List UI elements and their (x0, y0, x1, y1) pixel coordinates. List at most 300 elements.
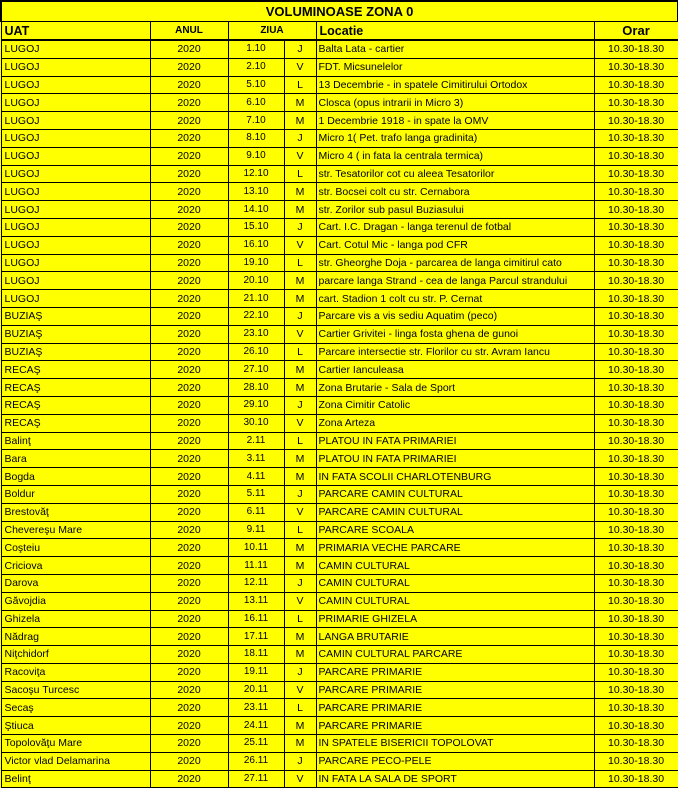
cell-zi: M (284, 379, 316, 397)
table-row (1, 699, 678, 717)
cell-uat: LUGOJ (1, 165, 150, 183)
cell-anul: 2020 (150, 592, 228, 610)
cell-anul: 2020 (150, 557, 228, 575)
table-row (1, 770, 678, 788)
cell-orar: 10.30-18.30 (594, 307, 678, 325)
cell-data: 19.11 (228, 663, 284, 681)
cell-orar: 10.30-18.30 (594, 450, 678, 468)
cell-locatie: CAMIN CULTURAL PARCARE (316, 646, 594, 664)
title-row (1, 1, 678, 22)
cell-zi: J (284, 574, 316, 592)
cell-uat: LUGOJ (1, 40, 150, 58)
table-row (1, 681, 678, 699)
cell-uat: LUGOJ (1, 254, 150, 272)
header-orar: Orar (594, 22, 678, 41)
cell-data: 2.10 (228, 58, 284, 76)
cell-locatie: str. Zorilor sub pasul Buziasului (316, 201, 594, 219)
cell-data: 5.10 (228, 76, 284, 94)
cell-orar: 10.30-18.30 (594, 147, 678, 165)
cell-zi: J (284, 129, 316, 147)
cell-orar: 10.30-18.30 (594, 503, 678, 521)
cell-anul: 2020 (150, 414, 228, 432)
cell-orar: 10.30-18.30 (594, 290, 678, 308)
cell-data: 2.11 (228, 432, 284, 450)
cell-uat: Sacoşu Turcesc (1, 681, 150, 699)
cell-anul: 2020 (150, 58, 228, 76)
cell-orar: 10.30-18.30 (594, 646, 678, 664)
cell-zi: L (284, 165, 316, 183)
cell-anul: 2020 (150, 94, 228, 112)
cell-data: 9.11 (228, 521, 284, 539)
header-anul: ANUL (150, 22, 228, 41)
cell-zi: M (284, 94, 316, 112)
cell-locatie: Micro 1( Pet. trafo langa gradinita) (316, 129, 594, 147)
table-row (1, 361, 678, 379)
cell-locatie: PRIMARIA VECHE PARCARE (316, 539, 594, 557)
sheet-title: VOLUMINOASE ZONA 0 (1, 1, 678, 22)
cell-uat: Secaş (1, 699, 150, 717)
cell-locatie: IN SPATELE BISERICII TOPOLOVAT (316, 735, 594, 753)
cell-anul: 2020 (150, 218, 228, 236)
cell-zi: J (284, 40, 316, 58)
cell-uat: LUGOJ (1, 94, 150, 112)
cell-uat: Chevereşu Mare (1, 521, 150, 539)
cell-uat: LUGOJ (1, 129, 150, 147)
table-row (1, 539, 678, 557)
cell-zi: J (284, 485, 316, 503)
cell-anul: 2020 (150, 770, 228, 788)
cell-zi: V (284, 236, 316, 254)
cell-anul: 2020 (150, 432, 228, 450)
cell-zi: J (284, 218, 316, 236)
table-row (1, 468, 678, 486)
cell-anul: 2020 (150, 254, 228, 272)
cell-locatie: PLATOU IN FATA PRIMARIEI (316, 450, 594, 468)
table-row (1, 236, 678, 254)
cell-zi: V (284, 503, 316, 521)
cell-data: 30.10 (228, 414, 284, 432)
cell-zi: M (284, 112, 316, 130)
cell-orar: 10.30-18.30 (594, 628, 678, 646)
cell-locatie: PLATOU IN FATA PRIMARIEI (316, 432, 594, 450)
cell-data: 26.11 (228, 752, 284, 770)
cell-orar: 10.30-18.30 (594, 201, 678, 219)
header-ziua: ZIUA (228, 22, 316, 41)
table-row (1, 646, 678, 664)
cell-data: 26.10 (228, 343, 284, 361)
cell-data: 13.11 (228, 592, 284, 610)
cell-orar: 10.30-18.30 (594, 183, 678, 201)
cell-orar: 10.30-18.30 (594, 432, 678, 450)
cell-locatie: Parcare vis a vis sediu Aquatim (peco) (316, 307, 594, 325)
cell-locatie: Zona Arteza (316, 414, 594, 432)
cell-data: 13.10 (228, 183, 284, 201)
cell-uat: Bara (1, 450, 150, 468)
cell-zi: V (284, 147, 316, 165)
cell-anul: 2020 (150, 663, 228, 681)
cell-uat: LUGOJ (1, 76, 150, 94)
cell-zi: M (284, 735, 316, 753)
cell-orar: 10.30-18.30 (594, 770, 678, 788)
cell-anul: 2020 (150, 717, 228, 735)
cell-anul: 2020 (150, 468, 228, 486)
cell-orar: 10.30-18.30 (594, 752, 678, 770)
cell-anul: 2020 (150, 112, 228, 130)
cell-locatie: 1 Decembrie 1918 - in spate la OMV (316, 112, 594, 130)
cell-locatie: PARCARE PRIMARIE (316, 699, 594, 717)
cell-uat: BUZIAŞ (1, 307, 150, 325)
cell-data: 19.10 (228, 254, 284, 272)
cell-uat: RECAŞ (1, 361, 150, 379)
cell-locatie: Zona Cimitir Catolic (316, 396, 594, 414)
cell-locatie: PARCARE PRIMARIE (316, 663, 594, 681)
cell-locatie: FDT. Micsunelelor (316, 58, 594, 76)
table-row (1, 76, 678, 94)
cell-anul: 2020 (150, 574, 228, 592)
table-row (1, 557, 678, 575)
table-row (1, 396, 678, 414)
cell-uat: RECAŞ (1, 414, 150, 432)
cell-anul: 2020 (150, 236, 228, 254)
cell-orar: 10.30-18.30 (594, 717, 678, 735)
cell-zi: V (284, 592, 316, 610)
cell-zi: M (284, 201, 316, 219)
cell-zi: M (284, 539, 316, 557)
cell-locatie: Micro 4 ( in fata la centrala termica) (316, 147, 594, 165)
cell-zi: M (284, 272, 316, 290)
cell-zi: J (284, 663, 316, 681)
cell-anul: 2020 (150, 147, 228, 165)
cell-uat: Coşteiu (1, 539, 150, 557)
table-row (1, 165, 678, 183)
cell-uat: Boldur (1, 485, 150, 503)
cell-anul: 2020 (150, 539, 228, 557)
cell-uat: Criciova (1, 557, 150, 575)
cell-anul: 2020 (150, 40, 228, 58)
cell-data: 24.11 (228, 717, 284, 735)
cell-data: 6.10 (228, 94, 284, 112)
cell-locatie: Cart. Cotul Mic - langa pod CFR (316, 236, 594, 254)
table-row (1, 325, 678, 343)
cell-data: 1.10 (228, 40, 284, 58)
cell-data: 27.11 (228, 770, 284, 788)
cell-orar: 10.30-18.30 (594, 379, 678, 397)
cell-orar: 10.30-18.30 (594, 343, 678, 361)
table-row (1, 218, 678, 236)
cell-anul: 2020 (150, 503, 228, 521)
cell-anul: 2020 (150, 343, 228, 361)
cell-orar: 10.30-18.30 (594, 236, 678, 254)
cell-locatie: CAMIN CULTURAL (316, 574, 594, 592)
table-row (1, 129, 678, 147)
cell-locatie: Parcare intersectie str. Florilor cu str. Avram Iancu (316, 343, 594, 361)
cell-data: 18.11 (228, 646, 284, 664)
cell-anul: 2020 (150, 752, 228, 770)
cell-orar: 10.30-18.30 (594, 592, 678, 610)
cell-uat: Balinţ (1, 432, 150, 450)
cell-zi: J (284, 396, 316, 414)
table-row (1, 201, 678, 219)
cell-uat: LUGOJ (1, 272, 150, 290)
cell-orar: 10.30-18.30 (594, 325, 678, 343)
cell-orar: 10.30-18.30 (594, 112, 678, 130)
cell-anul: 2020 (150, 450, 228, 468)
cell-data: 3.11 (228, 450, 284, 468)
cell-locatie: PRIMARIE GHIZELA (316, 610, 594, 628)
cell-zi: J (284, 752, 316, 770)
table-row (1, 717, 678, 735)
table-row (1, 94, 678, 112)
cell-data: 28.10 (228, 379, 284, 397)
cell-data: 14.10 (228, 201, 284, 219)
cell-zi: L (284, 610, 316, 628)
table-row (1, 432, 678, 450)
cell-locatie: CAMIN CULTURAL (316, 557, 594, 575)
cell-uat: Brestovăţ (1, 503, 150, 521)
cell-zi: L (284, 699, 316, 717)
cell-uat: LUGOJ (1, 183, 150, 201)
cell-zi: L (284, 76, 316, 94)
cell-orar: 10.30-18.30 (594, 218, 678, 236)
cell-uat: BUZIAŞ (1, 343, 150, 361)
cell-uat: LUGOJ (1, 112, 150, 130)
cell-locatie: CAMIN CULTURAL (316, 592, 594, 610)
cell-anul: 2020 (150, 681, 228, 699)
cell-orar: 10.30-18.30 (594, 521, 678, 539)
cell-data: 20.10 (228, 272, 284, 290)
cell-locatie: IN FATA SCOLII CHARLOTENBURG (316, 468, 594, 486)
cell-uat: Victor vlad Delamarina (1, 752, 150, 770)
cell-orar: 10.30-18.30 (594, 557, 678, 575)
cell-data: 9.10 (228, 147, 284, 165)
table-row (1, 663, 678, 681)
cell-orar: 10.30-18.30 (594, 610, 678, 628)
cell-data: 10.11 (228, 539, 284, 557)
table-row (1, 628, 678, 646)
cell-uat: LUGOJ (1, 147, 150, 165)
cell-uat: Bogda (1, 468, 150, 486)
table-row (1, 112, 678, 130)
cell-zi: L (284, 254, 316, 272)
cell-anul: 2020 (150, 699, 228, 717)
cell-orar: 10.30-18.30 (594, 396, 678, 414)
cell-uat: RECAŞ (1, 396, 150, 414)
cell-anul: 2020 (150, 290, 228, 308)
cell-locatie: 13 Decembrie - in spatele Cimitirului Ortodox (316, 76, 594, 94)
cell-locatie: PARCARE SCOALA (316, 521, 594, 539)
table-row (1, 610, 678, 628)
cell-data: 23.11 (228, 699, 284, 717)
cell-locatie: parcare langa Strand - cea de langa Parcul strandului (316, 272, 594, 290)
cell-data: 6.11 (228, 503, 284, 521)
table-row (1, 343, 678, 361)
cell-data: 8.10 (228, 129, 284, 147)
table-row (1, 450, 678, 468)
cell-uat: Niţchidorf (1, 646, 150, 664)
table-row (1, 574, 678, 592)
table-row (1, 147, 678, 165)
cell-zi: V (284, 770, 316, 788)
cell-zi: M (284, 468, 316, 486)
cell-data: 27.10 (228, 361, 284, 379)
cell-data: 11.11 (228, 557, 284, 575)
cell-data: 12.10 (228, 165, 284, 183)
cell-data: 4.11 (228, 468, 284, 486)
table-row (1, 379, 678, 397)
cell-zi: M (284, 628, 316, 646)
cell-anul: 2020 (150, 183, 228, 201)
cell-data: 5.11 (228, 485, 284, 503)
cell-orar: 10.30-18.30 (594, 94, 678, 112)
header-locatie: Locatie (316, 22, 594, 41)
cell-locatie: Balta Lata - cartier (316, 40, 594, 58)
table-row (1, 735, 678, 753)
cell-zi: M (284, 646, 316, 664)
cell-orar: 10.30-18.30 (594, 129, 678, 147)
cell-zi: M (284, 717, 316, 735)
cell-anul: 2020 (150, 201, 228, 219)
cell-anul: 2020 (150, 379, 228, 397)
cell-locatie: PARCARE CAMIN CULTURAL (316, 485, 594, 503)
cell-zi: V (284, 414, 316, 432)
cell-anul: 2020 (150, 610, 228, 628)
cell-zi: M (284, 290, 316, 308)
cell-zi: V (284, 58, 316, 76)
cell-orar: 10.30-18.30 (594, 574, 678, 592)
cell-data: 29.10 (228, 396, 284, 414)
cell-zi: M (284, 557, 316, 575)
cell-data: 12.11 (228, 574, 284, 592)
cell-uat: LUGOJ (1, 58, 150, 76)
cell-locatie: cart. Stadion 1 colt cu str. P. Cernat (316, 290, 594, 308)
cell-uat: BUZIAŞ (1, 325, 150, 343)
cell-locatie: PARCARE CAMIN CULTURAL (316, 503, 594, 521)
cell-orar: 10.30-18.30 (594, 40, 678, 58)
cell-uat: Topolovăţu Mare (1, 735, 150, 753)
cell-anul: 2020 (150, 307, 228, 325)
header-row (1, 22, 678, 41)
cell-anul: 2020 (150, 129, 228, 147)
cell-orar: 10.30-18.30 (594, 681, 678, 699)
cell-orar: 10.30-18.30 (594, 699, 678, 717)
table-row (1, 592, 678, 610)
cell-locatie: str. Tesatorilor cot cu aleea Tesatorilor (316, 165, 594, 183)
cell-locatie: str. Gheorghe Doja - parcarea de langa cimitirul cato (316, 254, 594, 272)
cell-zi: L (284, 432, 316, 450)
table-row (1, 752, 678, 770)
cell-locatie: Closca (opus intrarii in Micro 3) (316, 94, 594, 112)
cell-data: 22.10 (228, 307, 284, 325)
table-row (1, 503, 678, 521)
table-row (1, 272, 678, 290)
cell-uat: Ştiuca (1, 717, 150, 735)
table-row (1, 521, 678, 539)
cell-data: 21.10 (228, 290, 284, 308)
cell-anul: 2020 (150, 396, 228, 414)
cell-orar: 10.30-18.30 (594, 361, 678, 379)
cell-zi: M (284, 450, 316, 468)
cell-locatie: PARCARE PRIMARIE (316, 681, 594, 699)
cell-orar: 10.30-18.30 (594, 272, 678, 290)
cell-locatie: str. Bocsei colt cu str. Cernabora (316, 183, 594, 201)
cell-uat: Nădrag (1, 628, 150, 646)
cell-anul: 2020 (150, 521, 228, 539)
cell-data: 17.11 (228, 628, 284, 646)
cell-locatie: Cartier Ianculeasa (316, 361, 594, 379)
cell-locatie: LANGA BRUTARIE (316, 628, 594, 646)
cell-orar: 10.30-18.30 (594, 468, 678, 486)
table-row (1, 254, 678, 272)
cell-locatie: PARCARE PECO-PELE (316, 752, 594, 770)
cell-zi: J (284, 307, 316, 325)
table-row (1, 485, 678, 503)
cell-orar: 10.30-18.30 (594, 58, 678, 76)
cell-zi: M (284, 183, 316, 201)
cell-data: 16.11 (228, 610, 284, 628)
cell-zi: V (284, 325, 316, 343)
cell-uat: Racoviţa (1, 663, 150, 681)
cell-locatie: IN FATA LA SALA DE SPORT (316, 770, 594, 788)
cell-anul: 2020 (150, 165, 228, 183)
cell-uat: Belinţ (1, 770, 150, 788)
cell-anul: 2020 (150, 628, 228, 646)
cell-uat: LUGOJ (1, 218, 150, 236)
cell-data: 7.10 (228, 112, 284, 130)
cell-zi: M (284, 361, 316, 379)
cell-anul: 2020 (150, 325, 228, 343)
cell-orar: 10.30-18.30 (594, 414, 678, 432)
cell-uat: LUGOJ (1, 201, 150, 219)
cell-orar: 10.30-18.30 (594, 254, 678, 272)
header-uat: UAT (1, 22, 150, 41)
cell-uat: LUGOJ (1, 290, 150, 308)
cell-anul: 2020 (150, 76, 228, 94)
cell-uat: LUGOJ (1, 236, 150, 254)
cell-orar: 10.30-18.30 (594, 539, 678, 557)
cell-zi: V (284, 681, 316, 699)
cell-zi: L (284, 343, 316, 361)
cell-locatie: Zona Brutarie - Sala de Sport (316, 379, 594, 397)
cell-zi: L (284, 521, 316, 539)
cell-data: 15.10 (228, 218, 284, 236)
table-row (1, 58, 678, 76)
cell-orar: 10.30-18.30 (594, 663, 678, 681)
cell-anul: 2020 (150, 361, 228, 379)
table-row (1, 290, 678, 308)
table-row (1, 183, 678, 201)
table-row (1, 414, 678, 432)
cell-uat: Găvojdia (1, 592, 150, 610)
cell-locatie: Cartier Grivitei - linga fosta ghena de gunoi (316, 325, 594, 343)
cell-anul: 2020 (150, 485, 228, 503)
cell-uat: Ghizela (1, 610, 150, 628)
cell-locatie: Cart. I.C. Dragan - langa terenul de fotbal (316, 218, 594, 236)
cell-orar: 10.30-18.30 (594, 165, 678, 183)
cell-data: 25.11 (228, 735, 284, 753)
cell-uat: RECAŞ (1, 379, 150, 397)
cell-anul: 2020 (150, 272, 228, 290)
cell-locatie: PARCARE PRIMARIE (316, 717, 594, 735)
cell-data: 16.10 (228, 236, 284, 254)
cell-anul: 2020 (150, 735, 228, 753)
cell-uat: Darova (1, 574, 150, 592)
cell-data: 23.10 (228, 325, 284, 343)
table-row (1, 307, 678, 325)
cell-data: 20.11 (228, 681, 284, 699)
cell-orar: 10.30-18.30 (594, 735, 678, 753)
cell-anul: 2020 (150, 646, 228, 664)
table-row (1, 40, 678, 58)
